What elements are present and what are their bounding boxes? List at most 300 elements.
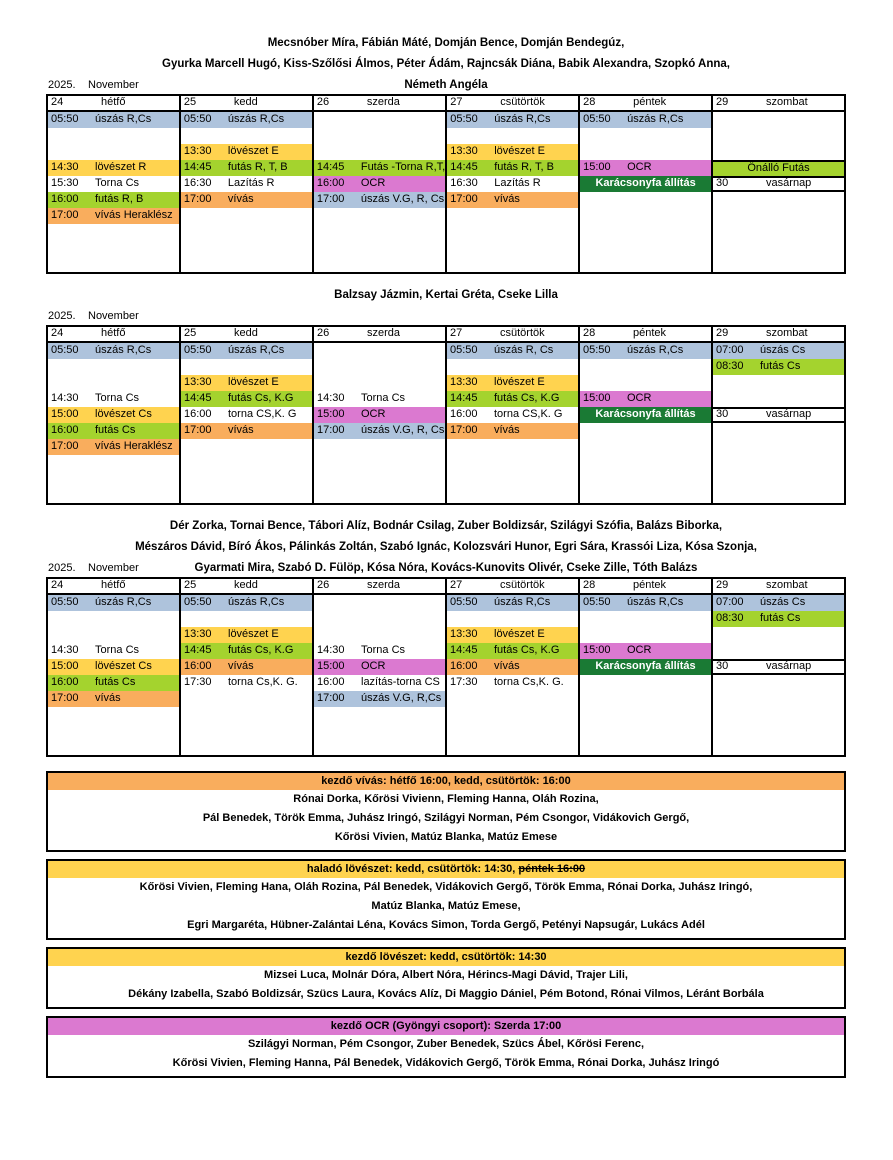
schedule-cell bbox=[713, 343, 844, 359]
cell-label: OCR bbox=[627, 161, 652, 173]
day-name: szombat bbox=[766, 96, 808, 108]
cell-label: torna CS,K. G bbox=[228, 408, 297, 420]
schedule-cell bbox=[713, 439, 844, 455]
schedule-cell bbox=[713, 675, 844, 691]
cell-time: 16:30 bbox=[183, 177, 212, 189]
schedule-cell bbox=[580, 112, 711, 128]
schedule-cell bbox=[181, 707, 312, 723]
day-header bbox=[713, 327, 844, 343]
schedule-cell bbox=[181, 471, 312, 487]
schedule-cell bbox=[447, 471, 578, 487]
schedule-cell bbox=[580, 675, 711, 691]
day-column bbox=[46, 94, 181, 274]
schedule-cell bbox=[48, 256, 179, 272]
day-number: 30 bbox=[716, 660, 729, 672]
schedule-cell bbox=[181, 176, 312, 192]
info-box bbox=[46, 859, 846, 940]
cell-time: 17:00 bbox=[317, 692, 345, 704]
day-number: 28 bbox=[583, 96, 596, 108]
schedule-cell bbox=[447, 643, 578, 659]
schedule-cell bbox=[447, 659, 578, 675]
cell-label: Önálló Futás bbox=[747, 162, 810, 174]
cell-label: Karácsonyfa állítás bbox=[595, 408, 696, 420]
cell-label: Torna Cs bbox=[95, 392, 140, 404]
schedule-cell bbox=[713, 707, 844, 723]
cell-label: lövészet E bbox=[494, 145, 545, 157]
week-grid bbox=[46, 325, 846, 505]
schedule-cell bbox=[314, 643, 445, 659]
day-name: szombat bbox=[766, 579, 808, 591]
day-column bbox=[580, 94, 713, 274]
cell-label: lövészet E bbox=[227, 145, 279, 157]
name-list-line: Matúz Blanka, Matúz Emese, bbox=[371, 900, 521, 912]
schedule-cell bbox=[713, 128, 844, 144]
day-number: 25 bbox=[183, 96, 197, 108]
schedule-cell bbox=[580, 595, 711, 611]
schedule-cell bbox=[314, 128, 445, 144]
schedule-cell bbox=[713, 208, 844, 224]
schedule-cell bbox=[580, 375, 711, 391]
schedule-cell bbox=[447, 611, 578, 627]
schedule-cell bbox=[713, 112, 844, 128]
schedule-cell bbox=[580, 208, 711, 224]
schedule-cell bbox=[314, 487, 445, 503]
cell-time: 07:00 bbox=[716, 344, 744, 356]
schedule-cell bbox=[314, 675, 445, 691]
cell-label: torna Cs,K. G. bbox=[494, 676, 564, 688]
schedule-cell bbox=[181, 691, 312, 707]
cell-label: futás Cs, K.G bbox=[494, 644, 560, 656]
day-header bbox=[314, 96, 445, 112]
schedule-cell bbox=[48, 208, 179, 224]
cell-label: úszás R,Cs bbox=[627, 113, 684, 125]
schedule-cell bbox=[580, 739, 711, 755]
schedule-cell bbox=[713, 144, 844, 160]
day-header bbox=[48, 96, 179, 112]
day-column bbox=[181, 577, 314, 757]
cell-label: lövészet E bbox=[228, 628, 279, 640]
cell-label: vívás bbox=[228, 424, 254, 436]
day-header bbox=[447, 579, 578, 595]
day-header bbox=[181, 327, 312, 343]
schedule-cell bbox=[580, 176, 711, 192]
cell-label: futás R, T, B bbox=[494, 161, 554, 173]
day-column bbox=[447, 325, 580, 505]
schedule-cell bbox=[713, 739, 844, 755]
schedule-cell bbox=[713, 691, 844, 707]
schedule-cell bbox=[580, 224, 711, 240]
cell-time: 05:50 bbox=[51, 344, 79, 356]
schedule-cell bbox=[447, 423, 578, 439]
schedule-cell bbox=[48, 407, 179, 423]
cell-label: Torna Cs bbox=[361, 392, 406, 404]
name-list-line: Szilágyi Norman, Pém Csongor, Zuber Benedek, Szücs Ábel, Kőrösi Ferenc, bbox=[247, 1038, 645, 1050]
table-meta-row bbox=[46, 309, 846, 324]
cell-label: úszás R,Cs bbox=[627, 344, 684, 356]
schedule-cell bbox=[48, 643, 179, 659]
training-schedule-page bbox=[46, 36, 846, 1085]
schedule-cell bbox=[181, 611, 312, 627]
cell-time: 05:50 bbox=[184, 344, 212, 356]
schedule-cell bbox=[580, 643, 711, 659]
group-names-line: Balzsay Jázmin, Kertai Gréta, Cseke Lilla bbox=[334, 289, 558, 301]
schedule-cell bbox=[314, 359, 445, 375]
schedule-cell bbox=[713, 487, 844, 503]
schedule-cell bbox=[447, 707, 578, 723]
schedule-cell bbox=[314, 739, 445, 755]
schedule-cell bbox=[181, 240, 312, 256]
cell-time: 15:00 bbox=[583, 392, 611, 404]
schedule-cell bbox=[181, 256, 312, 272]
name-list-line: Dékány Izabella, Szabó Boldizsár, Szücs Laura, Kovács Alíz, Di Maggio Dániel, Pém Botond, Rónai Vilmos, Léránt Borbála bbox=[128, 988, 764, 1000]
cell-time: 15:00 bbox=[51, 660, 79, 672]
schedule-cell bbox=[314, 160, 445, 176]
info-box-header-text: kezdő lövészet: kedd, csütörtök: 14:30 bbox=[345, 951, 547, 963]
day-number: 30 bbox=[716, 177, 729, 189]
schedule-cell bbox=[713, 224, 844, 240]
year-label: 2025. bbox=[48, 79, 76, 91]
schedule-cell bbox=[447, 144, 578, 160]
day-column bbox=[181, 94, 314, 274]
month-label: November bbox=[88, 562, 139, 574]
cell-time: 13:30 bbox=[184, 628, 212, 640]
day-name: szerda bbox=[367, 327, 401, 339]
schedule-cell bbox=[580, 343, 711, 359]
schedule-cell bbox=[314, 391, 445, 407]
day-header bbox=[48, 327, 179, 343]
schedule-cell bbox=[447, 439, 578, 455]
table-meta-row bbox=[46, 561, 846, 576]
schedule-cell bbox=[181, 487, 312, 503]
day-column bbox=[447, 577, 580, 757]
day-header bbox=[713, 659, 844, 675]
cell-time: 17:00 bbox=[184, 424, 212, 436]
cell-time: 15:30 bbox=[51, 177, 79, 189]
info-box-header bbox=[48, 773, 844, 790]
cell-label: lövészet E bbox=[494, 376, 545, 388]
schedule-cell bbox=[447, 487, 578, 503]
cell-time: 14:45 bbox=[450, 644, 478, 656]
schedule-cell bbox=[181, 112, 312, 128]
schedule-cell bbox=[181, 192, 312, 208]
cell-label: úszás Cs bbox=[760, 344, 806, 356]
schedule-cell bbox=[181, 144, 312, 160]
info-box-header bbox=[48, 861, 844, 878]
schedule-cell bbox=[314, 659, 445, 675]
cell-time: 05:50 bbox=[450, 596, 478, 608]
schedule-cell bbox=[580, 160, 711, 176]
schedule-cell bbox=[580, 439, 711, 455]
year-label: 2025. bbox=[48, 562, 76, 574]
info-box bbox=[46, 947, 846, 1009]
schedule-cell bbox=[580, 611, 711, 627]
schedule-cell bbox=[181, 675, 312, 691]
day-number: 30 bbox=[716, 408, 729, 420]
name-list-line: Mizsei Luca, Molnár Dóra, Albert Nóra, Hérincs-Magi Dávid, Trajer Lili, bbox=[264, 969, 628, 981]
schedule-cell bbox=[713, 375, 844, 391]
cell-label: lövészet E bbox=[494, 628, 545, 640]
cell-time: 13:30 bbox=[184, 376, 212, 388]
day-name: péntek bbox=[633, 579, 667, 591]
day-number: 27 bbox=[450, 96, 463, 108]
schedule-cell bbox=[580, 627, 711, 643]
cell-label: úszás R,Cs bbox=[95, 596, 152, 608]
schedule-cell bbox=[48, 455, 179, 471]
schedule-cell bbox=[48, 707, 179, 723]
schedule-cell bbox=[314, 224, 445, 240]
day-name: szombat bbox=[766, 327, 808, 339]
cell-time: 17:00 bbox=[317, 424, 345, 436]
group-names-line: Gyarmati Mira, Szabó D. Fülöp, Kósa Nóra, Kovács-Kunovits Olivér, Cseke Zille, Tóth Balázs bbox=[194, 562, 698, 574]
info-box-header-text: kezdő OCR (Gyöngyi csoport): Szerda 17:00 bbox=[330, 1020, 562, 1032]
schedule-cell bbox=[713, 160, 844, 176]
schedule-cell bbox=[48, 224, 179, 240]
cell-label: úszás R,Cs bbox=[227, 113, 285, 125]
day-name: csütörtök bbox=[500, 579, 545, 591]
day-number: 29 bbox=[716, 579, 729, 591]
schedule-cell bbox=[713, 611, 844, 627]
cell-time: 15:00 bbox=[583, 644, 611, 656]
cell-label: vívás Heraklész bbox=[95, 209, 173, 221]
schedule-cell bbox=[48, 128, 179, 144]
cell-time: 14:30 bbox=[317, 644, 345, 656]
cell-time: 17:30 bbox=[450, 676, 478, 688]
cell-time: 05:50 bbox=[450, 344, 478, 356]
schedule-cell bbox=[447, 407, 578, 423]
schedule-cell bbox=[314, 707, 445, 723]
schedule-cell bbox=[48, 627, 179, 643]
cell-time: 14:45 bbox=[183, 161, 212, 173]
day-header bbox=[48, 579, 179, 595]
cell-label: lövészet E bbox=[228, 376, 279, 388]
year-label: 2025. bbox=[48, 310, 76, 322]
schedule-cell bbox=[48, 343, 179, 359]
schedule-cell bbox=[181, 224, 312, 240]
schedule-table bbox=[46, 288, 846, 505]
cell-time: 15:00 bbox=[51, 408, 79, 420]
cell-label: vívás bbox=[494, 424, 520, 436]
cell-time: 16:00 bbox=[450, 408, 478, 420]
day-name: vasárnap bbox=[766, 177, 812, 189]
schedule-cell bbox=[447, 224, 578, 240]
cell-time: 14:30 bbox=[51, 644, 79, 656]
schedule-cell bbox=[181, 643, 312, 659]
info-box-header bbox=[48, 949, 844, 966]
cell-label: vívás Heraklész bbox=[95, 440, 173, 452]
schedule-cell bbox=[48, 160, 179, 176]
day-name: péntek bbox=[633, 96, 667, 108]
schedule-cell bbox=[48, 144, 179, 160]
cell-label: Lazítás R bbox=[227, 177, 275, 189]
schedule-cell bbox=[580, 240, 711, 256]
cell-time: 17:00 bbox=[450, 424, 478, 436]
schedule-cell bbox=[713, 240, 844, 256]
schedule-table bbox=[46, 519, 846, 757]
name-list-line: Kőrösi Vivien, Matúz Blanka, Matúz Emese bbox=[334, 831, 558, 843]
name-list-line: Kőrösi Vivien, Fleming Hanna, Pál Benedek, Vidákovich Gergő, Török Emma, Rónai Dorka, Juhász Iringó bbox=[172, 1057, 720, 1069]
day-column bbox=[314, 325, 447, 505]
cell-time: 05:50 bbox=[51, 113, 79, 125]
day-header bbox=[713, 176, 844, 192]
cell-label: lövészet Cs bbox=[95, 660, 152, 672]
cell-label: lazítás-torna CS bbox=[361, 676, 440, 688]
day-number: 26 bbox=[317, 327, 330, 339]
cell-label: Torna Cs bbox=[361, 644, 406, 656]
day-column bbox=[46, 325, 181, 505]
schedule-cell bbox=[580, 391, 711, 407]
schedule-cell bbox=[314, 208, 445, 224]
day-header bbox=[713, 407, 844, 423]
cell-time: 15:00 bbox=[583, 161, 611, 173]
cell-time: 16:30 bbox=[450, 177, 478, 189]
day-name: szerda bbox=[366, 96, 400, 108]
cell-label: úszás R, Cs bbox=[494, 344, 554, 356]
schedule-cell bbox=[580, 256, 711, 272]
day-name: kedd bbox=[234, 327, 258, 339]
name-list-line: Kőrösi Vivien, Fleming Hana, Oláh Rozina, Pál Benedek, Vidákovich Gergő, Török Emma, Rónai Dorka, Juhász Iringó, bbox=[139, 881, 753, 893]
cell-label: futás R, B bbox=[95, 193, 144, 205]
info-box bbox=[46, 771, 846, 852]
day-name: szerda bbox=[367, 579, 401, 591]
schedule-cell bbox=[314, 627, 445, 643]
schedule-cell bbox=[447, 375, 578, 391]
day-name: kedd bbox=[234, 579, 258, 591]
schedule-cell bbox=[314, 407, 445, 423]
cell-time: 05:50 bbox=[51, 596, 79, 608]
cell-time: 17:00 bbox=[316, 193, 345, 205]
schedule-cell bbox=[48, 675, 179, 691]
cell-label: úszás V.G, R, Cs bbox=[360, 193, 445, 205]
schedule-cell bbox=[314, 112, 445, 128]
day-name: hétfő bbox=[101, 579, 126, 591]
cell-time: 17:00 bbox=[51, 209, 79, 221]
schedule-cell bbox=[713, 595, 844, 611]
schedule-cell bbox=[48, 240, 179, 256]
schedule-cell bbox=[447, 627, 578, 643]
cell-label: OCR bbox=[627, 644, 652, 656]
cell-label: Lazítás R bbox=[494, 177, 541, 189]
schedule-cell bbox=[580, 723, 711, 739]
schedule-cell bbox=[447, 723, 578, 739]
day-header bbox=[447, 96, 578, 112]
cell-label: úszás R,Cs bbox=[95, 113, 152, 125]
day-column bbox=[314, 94, 447, 274]
day-number: 29 bbox=[716, 327, 729, 339]
schedule-cell bbox=[48, 359, 179, 375]
week-grid bbox=[46, 577, 846, 757]
cell-time: 15:00 bbox=[317, 660, 345, 672]
cell-label: Futás -Torna R,T, bbox=[360, 161, 446, 173]
cell-label: torna Cs,K. G. bbox=[228, 676, 298, 688]
day-column bbox=[713, 325, 846, 505]
schedule-cell bbox=[181, 407, 312, 423]
schedule-cell bbox=[447, 160, 578, 176]
schedule-cell bbox=[713, 391, 844, 407]
cell-label: futás Cs bbox=[95, 424, 136, 436]
cell-label: úszás R,Cs bbox=[627, 596, 684, 608]
cell-time: 08:30 bbox=[716, 612, 744, 624]
month-label: November bbox=[88, 310, 139, 322]
cell-label: futás Cs, K.G bbox=[228, 644, 294, 656]
cell-label: úszás V.G, R, Cs bbox=[361, 424, 445, 436]
schedule-cell bbox=[48, 439, 179, 455]
cell-label: OCR bbox=[361, 660, 386, 672]
schedule-cell bbox=[181, 723, 312, 739]
info-box-header-text: haladó lövészet: kedd, csütörtök: 14:30, bbox=[306, 863, 519, 875]
cell-time: 13:30 bbox=[450, 628, 478, 640]
schedule-cell bbox=[181, 439, 312, 455]
cell-time: 16:00 bbox=[316, 177, 345, 189]
schedule-table bbox=[46, 36, 846, 274]
day-header bbox=[580, 96, 711, 112]
cell-label: futás Cs, K.G bbox=[494, 392, 560, 404]
schedule-cell bbox=[314, 144, 445, 160]
cell-time: 15:00 bbox=[317, 408, 345, 420]
day-number: 24 bbox=[51, 96, 64, 108]
day-name: vasárnap bbox=[766, 408, 812, 420]
schedule-cell bbox=[181, 160, 312, 176]
schedule-cell bbox=[48, 375, 179, 391]
day-name: kedd bbox=[233, 96, 258, 108]
cell-label: úszás Cs bbox=[760, 596, 806, 608]
schedule-cell bbox=[447, 455, 578, 471]
cell-time: 16:00 bbox=[450, 660, 478, 672]
cell-time: 05:50 bbox=[583, 596, 611, 608]
schedule-cell bbox=[447, 192, 578, 208]
day-header bbox=[447, 327, 578, 343]
day-header bbox=[713, 96, 844, 112]
cell-time: 16:00 bbox=[51, 676, 79, 688]
day-column bbox=[713, 94, 846, 274]
schedule-cell bbox=[48, 691, 179, 707]
schedule-cell bbox=[447, 359, 578, 375]
schedule-cell bbox=[447, 595, 578, 611]
cell-label: vívás bbox=[228, 660, 254, 672]
name-list-line: Rónai Dorka, Kőrösi Vivienn, Fleming Hanna, Oláh Rozina, bbox=[293, 793, 599, 805]
schedule-cell bbox=[713, 627, 844, 643]
cell-label: úszás R,Cs bbox=[494, 113, 551, 125]
cell-time: 14:45 bbox=[184, 392, 212, 404]
day-column bbox=[181, 325, 314, 505]
cell-time: 05:50 bbox=[183, 113, 212, 125]
schedule-cell bbox=[314, 176, 445, 192]
schedule-cell bbox=[48, 659, 179, 675]
month-label: November bbox=[88, 79, 139, 91]
cell-time: 14:45 bbox=[184, 644, 212, 656]
day-name: hétfő bbox=[101, 327, 126, 339]
group-names-line: Németh Angéla bbox=[404, 79, 488, 91]
schedule-cell bbox=[580, 423, 711, 439]
schedule-cell bbox=[181, 627, 312, 643]
schedule-cell bbox=[713, 192, 844, 208]
schedule-cell bbox=[314, 192, 445, 208]
cell-label: futás Cs bbox=[760, 360, 801, 372]
schedule-cell bbox=[314, 375, 445, 391]
schedule-cell bbox=[447, 675, 578, 691]
cell-time: 17:00 bbox=[450, 193, 478, 205]
schedule-cell bbox=[181, 595, 312, 611]
cell-label: úszás R,Cs bbox=[228, 344, 285, 356]
cell-time: 17:00 bbox=[51, 440, 79, 452]
schedule-cell bbox=[447, 208, 578, 224]
schedule-cell bbox=[181, 375, 312, 391]
day-name: péntek bbox=[633, 327, 667, 339]
info-box bbox=[46, 1016, 846, 1078]
schedule-cell bbox=[713, 256, 844, 272]
cell-time: 16:00 bbox=[51, 193, 79, 205]
cell-time: 16:00 bbox=[51, 424, 79, 436]
schedule-cell bbox=[447, 240, 578, 256]
